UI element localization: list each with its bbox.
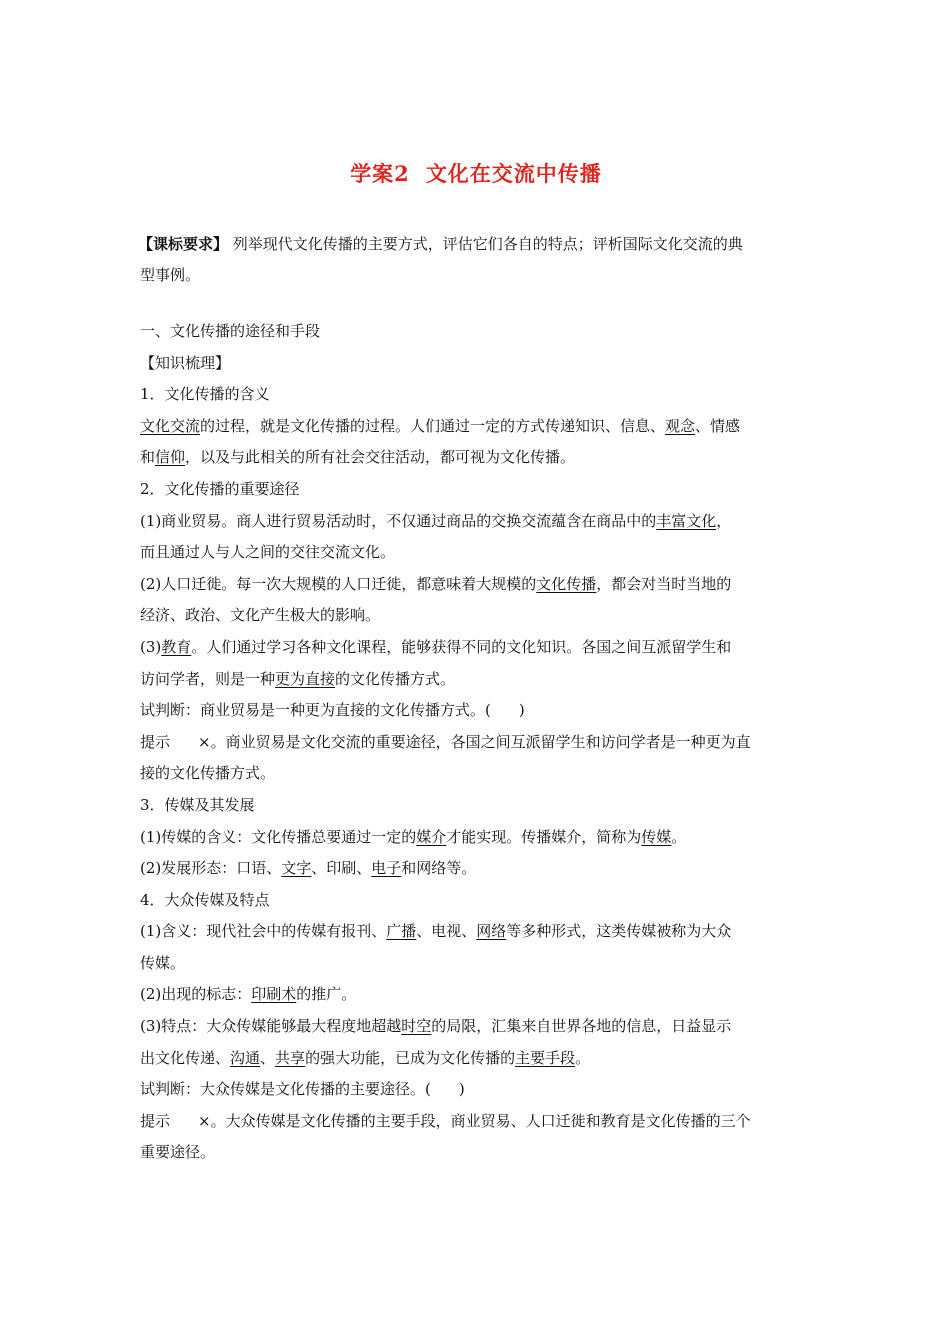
item2-trade [140,506,812,569]
blank-answer: 信仰 [155,448,186,467]
item4-heading: 4．大众传媒及特点 [140,890,270,909]
text-span: (1)商业贸易。商人进行贸易活动时，不仅通过商品的交换交流蕴含在商品中的 [140,511,657,530]
text-span: 试判断：商业贸易是一种更为直接的文化传播方式。( [140,701,491,720]
curriculum-requirement [138,229,814,291]
item4-hint [140,1106,812,1169]
text-span: 和 [140,448,156,467]
section-heading: 一、文化传播的途径和手段 [140,322,321,340]
text-span: ，以及与此相关的所有社会交往活动，都可视为文化传播。 [185,448,576,467]
requirement-label: 【课标要求】 [138,235,229,253]
item4-sign [140,979,812,1011]
blank-answer: 共享 [275,1048,306,1067]
item1-heading: 1．文化传播的含义 [140,385,270,404]
blank-answer: 文化交流 [140,416,201,435]
text-span: 的过程，就是文化传播的过程。人们通过一定的方式传递知识、信息、 [200,416,666,435]
text-span: 、情感 [695,416,741,435]
item2-heading: 2．文化传播的重要途径 [140,479,300,498]
text-span: 才能实现。传播媒介，简称为 [446,827,642,846]
blank-answer: 教育 [161,637,192,656]
text-span: 和网络等。 [401,859,477,878]
text-span: ×。商业贸易是文化交流的重要途径，各国之间互派留学生和访问学者是一种更为直 [198,732,751,751]
blank-answer: 主要手段 [515,1048,576,1067]
blank-answer: 沟通 [230,1048,261,1067]
blank-answer: 更为直接 [275,669,336,688]
blank-answer: 印刷术 [251,985,297,1004]
text-span: 等多种形式，这类传媒被称为大众 [506,922,732,941]
text-span: 的文化传播方式。 [335,669,456,688]
item4-judge [140,1074,812,1106]
blank-answer: 媒介 [416,827,447,846]
item4-features [140,1011,812,1074]
knowledge-label: 【知识梳理】 [140,353,231,372]
text-span: (2)发展形态：口语、 [140,859,282,878]
document-body [140,316,812,1169]
item3-definition [140,822,812,854]
text-span: 而且通过人与人之间的交往交流文化。 [140,543,396,562]
text-span: (1)传媒的含义：文化传播总要通过一定的 [140,827,417,846]
text-span: 经济、政治、文化产生极大的影响。 [140,606,381,625]
blank-answer: 时空 [401,1017,432,1036]
blank-answer: 网络 [476,922,507,941]
text-span: 、 [260,1048,276,1067]
text-span: 的强大功能，已成为文化传播的 [305,1048,516,1067]
blank-answer: 电子 [371,859,402,878]
text-span: 访问学者，则是一种 [140,669,276,688]
text-span: (3) [140,637,162,656]
text-span: 的局限，汇集来自世界各地的信息，日益显示 [431,1017,732,1036]
text-span: ) [518,701,525,720]
text-span: 的推广。 [296,985,357,1004]
text-span: 、印刷、 [311,859,372,878]
text-span: (2)人口迁徙。每一次大规模的人口迁徙，都意味着大规模的 [140,574,537,593]
text-span: ， [716,511,732,530]
requirement-text-line1: 列举现代文化传播的主要方式，评估它们各自的特点；评析国际文化交流的典 [232,235,743,253]
text-span: 。 [575,1048,591,1067]
item2-migration [140,569,812,632]
item3-heading: 3．传媒及其发展 [140,795,255,814]
text-span: 、电视、 [416,922,477,941]
text-span: ，都会对当时当地的 [596,574,732,593]
title-prefix: 学案2 [350,161,410,186]
item3-forms [140,853,812,885]
requirement-text-line2: 型事例。 [140,266,201,284]
text-span: 。 [671,827,687,846]
text-span: 。人们通过学习各种文化课程，能够获得不同的文化知识。各国之间互派留学生和 [191,637,732,656]
item2-education [140,632,812,695]
text-span: 传媒。 [140,953,186,972]
blank-answer: 文化传播 [536,574,597,593]
item2-judge [140,695,812,727]
text-span: (2)出现的标志： [140,985,252,1004]
title-text: 文化在交流中传播 [425,161,602,186]
text-span: 重要途径。 [140,1143,216,1162]
blank-answer: 传媒 [641,827,672,846]
blank-answer: 观念 [665,416,696,435]
text-span: ×。大众传媒是文化传播的主要手段，商业贸易、人口迁徙和教育是文化传播的三个 [198,1111,751,1130]
page-title [140,158,812,188]
text-span: 出文化传递、 [140,1048,231,1067]
text-span: ) [458,1080,465,1099]
text-span: (1)含义：现代社会中的传媒有报刊、 [140,922,387,941]
text-span: (3)特点：大众传媒能够最大程度地超越 [140,1017,402,1036]
blank-answer: 丰富文化 [656,511,717,530]
item1-paragraph [140,411,812,474]
blank-answer: 文字 [281,859,312,878]
text-span: 试判断：大众传媒是文化传播的主要途径。( [140,1080,431,1099]
blank-answer: 广播 [386,922,417,941]
hint-label: 提示 [140,732,171,751]
hint-label: 提示 [140,1111,171,1130]
item4-definition [140,916,812,979]
item2-hint [140,727,812,790]
text-span: 接的文化传播方式。 [140,764,276,783]
